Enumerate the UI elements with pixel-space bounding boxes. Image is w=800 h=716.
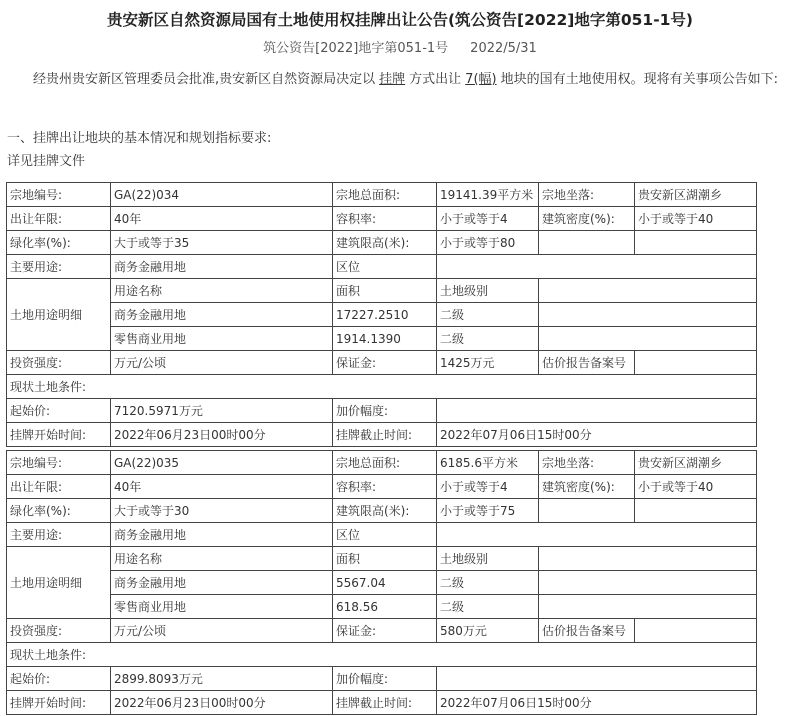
value-deposit: 1425万元 — [437, 351, 539, 375]
label-main-use: 主要用途: — [7, 523, 111, 547]
label-appraisal: 估价报告备案号 — [539, 351, 635, 375]
header-land-grade: 土地级别 — [437, 547, 539, 571]
table-row — [7, 595, 757, 619]
table-row — [7, 351, 757, 375]
section-heading: 一、挂牌出让地块的基本情况和规划指标要求: — [7, 131, 272, 146]
label-start-time: 挂牌开始时间: — [7, 691, 111, 715]
table-row — [7, 327, 757, 351]
use-name: 零售商业用地 — [111, 595, 333, 619]
label-use-detail: 土地用途明细 — [7, 279, 111, 351]
value-plot-no: GA(22)035 — [111, 451, 333, 475]
value-appraisal — [635, 351, 757, 375]
intro-paragraph — [7, 69, 793, 91]
value-height: 小于或等于80 — [437, 231, 539, 255]
value-start-price: 2899.8093万元 — [111, 667, 333, 691]
section-note: 详见挂牌文件 — [7, 154, 86, 169]
table-row — [7, 643, 757, 667]
header-use-name: 用途名称 — [111, 547, 333, 571]
value-location: 贵安新区湖潮乡 — [635, 183, 757, 207]
empty-cell — [635, 231, 757, 255]
label-term: 出让年限: — [7, 207, 111, 231]
label-far: 容积率: — [333, 207, 437, 231]
label-status: 现状土地条件: — [7, 643, 757, 667]
table-row — [7, 547, 757, 571]
value-start-time: 2022年06月23日00时00分 — [111, 423, 333, 447]
table-row — [7, 475, 757, 499]
value-term: 40年 — [111, 207, 333, 231]
label-start-price: 起始价: — [7, 399, 111, 423]
page-title: 贵安新区自然资源局国有土地使用权挂牌出让公告(筑公资告[2022]地字第051-1号) — [106, 11, 694, 29]
header-land-grade: 土地级别 — [437, 279, 539, 303]
label-plot-no: 宗地编号: — [7, 183, 111, 207]
empty-cell — [539, 595, 757, 619]
use-grade: 二级 — [437, 595, 539, 619]
value-zone — [437, 255, 757, 279]
table-row — [7, 571, 757, 595]
label-end-time: 挂牌截止时间: — [333, 423, 437, 447]
empty-cell — [539, 499, 635, 523]
use-grade: 二级 — [437, 571, 539, 595]
value-invest: 万元/公顷 — [111, 351, 333, 375]
value-appraisal — [635, 619, 757, 643]
intro-text-1: 经贵州贵安新区管理委员会批准,贵安新区自然资源局决定以 — [33, 72, 376, 87]
table-row — [7, 423, 757, 447]
label-increment: 加价幅度: — [333, 667, 437, 691]
use-name: 零售商业用地 — [111, 327, 333, 351]
value-term: 40年 — [111, 475, 333, 499]
label-height: 建筑限高(米): — [333, 231, 437, 255]
label-appraisal: 估价报告备案号 — [539, 619, 635, 643]
table-row — [7, 399, 757, 423]
label-height: 建筑限高(米): — [333, 499, 437, 523]
header-area: 面积 — [333, 279, 437, 303]
use-area: 5567.04 — [333, 571, 437, 595]
table-row — [7, 303, 757, 327]
publish-date: 2022/5/31 — [470, 41, 537, 56]
value-end-time: 2022年07月06日15时00分 — [437, 691, 757, 715]
table-row — [7, 255, 757, 279]
use-name: 商务金融用地 — [111, 303, 333, 327]
doc-info-line — [0, 37, 800, 56]
table-row — [7, 451, 757, 475]
table-row — [7, 231, 757, 255]
label-green: 绿化率(%): — [7, 231, 111, 255]
empty-cell — [539, 327, 757, 351]
value-invest: 万元/公顷 — [111, 619, 333, 643]
table-row — [7, 499, 757, 523]
use-grade: 二级 — [437, 303, 539, 327]
table-row — [7, 279, 757, 303]
label-main-use: 主要用途: — [7, 255, 111, 279]
value-density: 小于或等于40 — [635, 475, 757, 499]
label-start-time: 挂牌开始时间: — [7, 423, 111, 447]
label-far: 容积率: — [333, 475, 437, 499]
intro-text-3: 地块的国有土地使用权。现将有关事项公告如下: — [500, 72, 778, 87]
value-total-area: 19141.39平方米 — [437, 183, 539, 207]
table-row — [7, 691, 757, 715]
value-density: 小于或等于40 — [635, 207, 757, 231]
label-status: 现状土地条件: — [7, 375, 757, 399]
plot-table — [6, 182, 757, 447]
table-row — [7, 619, 757, 643]
empty-cell — [539, 231, 635, 255]
label-invest: 投资强度: — [7, 619, 111, 643]
empty-cell — [539, 303, 757, 327]
header-use-name: 用途名称 — [111, 279, 333, 303]
label-zone: 区位 — [333, 523, 437, 547]
value-main-use: 商务金融用地 — [111, 523, 333, 547]
label-total-area: 宗地总面积: — [333, 451, 437, 475]
label-increment: 加价幅度: — [333, 399, 437, 423]
value-increment — [437, 667, 757, 691]
value-height: 小于或等于75 — [437, 499, 539, 523]
label-green: 绿化率(%): — [7, 499, 111, 523]
empty-cell — [635, 499, 757, 523]
value-zone — [437, 523, 757, 547]
table-row — [7, 207, 757, 231]
use-name: 商务金融用地 — [111, 571, 333, 595]
value-green: 大于或等于30 — [111, 499, 333, 523]
label-term: 出让年限: — [7, 475, 111, 499]
label-start-price: 起始价: — [7, 667, 111, 691]
label-end-time: 挂牌截止时间: — [333, 691, 437, 715]
empty-cell — [539, 571, 757, 595]
label-location: 宗地坐落: — [539, 451, 635, 475]
value-far: 小于或等于4 — [437, 207, 539, 231]
table-row — [7, 523, 757, 547]
label-deposit: 保证金: — [333, 351, 437, 375]
label-density: 建筑密度(%): — [539, 207, 635, 231]
value-start-price: 7120.5971万元 — [111, 399, 333, 423]
intro-text-2: 方式出让 — [409, 72, 462, 87]
value-plot-no: GA(22)034 — [111, 183, 333, 207]
label-total-area: 宗地总面积: — [333, 183, 437, 207]
table-row — [7, 183, 757, 207]
label-deposit: 保证金: — [333, 619, 437, 643]
value-location: 贵安新区湖潮乡 — [635, 451, 757, 475]
value-green: 大于或等于35 — [111, 231, 333, 255]
label-density: 建筑密度(%): — [539, 475, 635, 499]
value-start-time: 2022年06月23日00时00分 — [111, 691, 333, 715]
doc-number: 筑公资告[2022]地字第051-1号 — [263, 41, 449, 56]
value-far: 小于或等于4 — [437, 475, 539, 499]
use-area: 1914.1390 — [333, 327, 437, 351]
use-area: 618.56 — [333, 595, 437, 619]
table-row — [7, 375, 757, 399]
plot-table — [6, 450, 757, 715]
use-grade: 二级 — [437, 327, 539, 351]
intro-count: 7(幅) — [465, 72, 497, 87]
intro-method: 挂牌 — [379, 72, 406, 87]
value-main-use: 商务金融用地 — [111, 255, 333, 279]
use-area: 17227.2510 — [333, 303, 437, 327]
header-area: 面积 — [333, 547, 437, 571]
label-zone: 区位 — [333, 255, 437, 279]
value-increment — [437, 399, 757, 423]
label-invest: 投资强度: — [7, 351, 111, 375]
empty-cell — [539, 279, 757, 303]
label-use-detail: 土地用途明细 — [7, 547, 111, 619]
value-total-area: 6185.6平方米 — [437, 451, 539, 475]
label-plot-no: 宗地编号: — [7, 451, 111, 475]
value-end-time: 2022年07月06日15时00分 — [437, 423, 757, 447]
value-deposit: 580万元 — [437, 619, 539, 643]
label-location: 宗地坐落: — [539, 183, 635, 207]
table-row — [7, 667, 757, 691]
empty-cell — [539, 547, 757, 571]
